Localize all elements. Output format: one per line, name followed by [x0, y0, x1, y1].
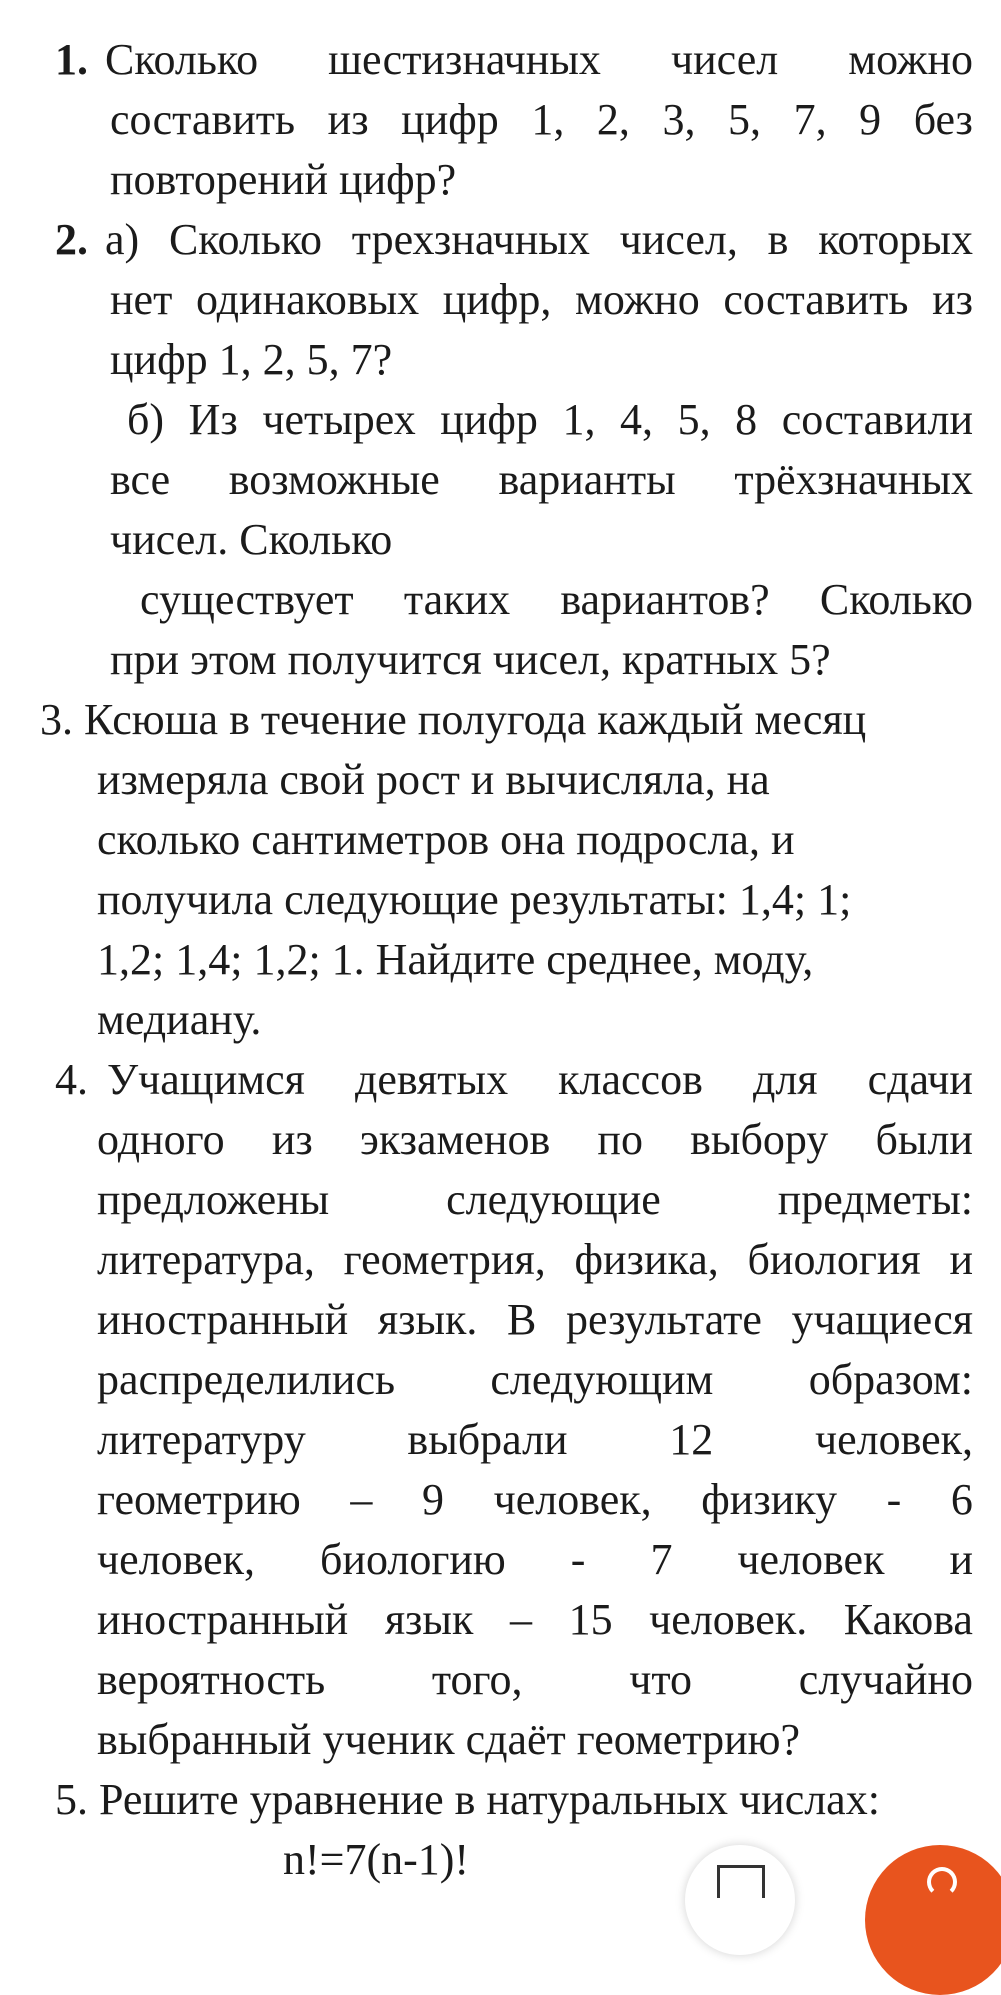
word: экзаменов	[359, 1115, 551, 1164]
word: иностранный	[97, 1595, 349, 1644]
p5-line-1-text: Решите уравнение в натуральных числах:	[99, 1775, 880, 1824]
p2b-line-1	[127, 390, 973, 450]
word: учащиеся	[791, 1295, 973, 1344]
word: из	[932, 275, 973, 324]
p4-line-3	[97, 1170, 973, 1230]
word: Сколько	[105, 35, 259, 84]
word: физику	[701, 1475, 838, 1524]
word: Из	[188, 395, 238, 444]
p4-line-7	[97, 1410, 973, 1470]
word: существует	[140, 575, 354, 624]
word: –	[350, 1475, 373, 1524]
word: одного	[97, 1115, 225, 1164]
word: можно	[575, 275, 700, 324]
word: 12	[669, 1415, 714, 1464]
word: В	[507, 1295, 537, 1344]
word: выбору	[690, 1115, 829, 1164]
p2b-line-3: чисел. Сколько	[110, 515, 393, 564]
word: 3,	[662, 95, 696, 144]
word: составить	[723, 275, 909, 324]
word: по	[597, 1115, 643, 1164]
word: возможные	[228, 455, 440, 504]
word: трехзначных	[351, 215, 590, 264]
p2-line-1	[55, 210, 973, 270]
word: Какова	[843, 1595, 973, 1644]
word: Сколько	[168, 215, 323, 264]
word: человек,	[97, 1535, 256, 1584]
word: цифр	[401, 95, 499, 144]
p3-line-4: получила следующие результаты: 1,4; 1;	[97, 875, 852, 924]
edit-button[interactable]	[685, 1845, 795, 1955]
word: цифр,	[442, 275, 552, 324]
word: составить	[110, 95, 296, 144]
word: таких	[403, 575, 511, 624]
p5-number: 5.	[55, 1775, 88, 1824]
word: человек,	[814, 1415, 973, 1464]
word: чисел,	[619, 215, 738, 264]
word: все	[110, 455, 171, 504]
word: вариантов?	[560, 575, 770, 624]
word: распределились	[97, 1355, 396, 1404]
word: выбрали	[407, 1415, 568, 1464]
word: Сколько	[819, 575, 973, 624]
word: предложены	[97, 1175, 330, 1224]
word: сдачи	[867, 1055, 973, 1104]
word: 9	[859, 95, 882, 144]
word: 8	[735, 395, 758, 444]
question-icon	[927, 1867, 957, 1897]
word: Учащимся	[107, 1055, 305, 1104]
word: литературу	[97, 1415, 306, 1464]
word: физика,	[574, 1235, 719, 1284]
word: 4,	[620, 395, 654, 444]
p4-line-12: выбранный ученик сдаёт геометрию?	[97, 1715, 801, 1764]
word: для	[752, 1055, 818, 1104]
word: предметы:	[777, 1175, 973, 1224]
word: можно	[848, 35, 973, 84]
p4-number: 4.	[55, 1055, 88, 1104]
word: одинаковых	[195, 275, 420, 324]
p3-line-1	[40, 690, 866, 750]
word: без	[913, 95, 973, 144]
p2a-line-3: цифр 1, 2, 5, 7?	[110, 335, 393, 384]
pencil-icon	[717, 1865, 765, 1898]
word: которых	[818, 215, 973, 264]
p1-number: 1.	[55, 35, 88, 84]
word: из	[271, 1115, 313, 1164]
word: геометрию	[97, 1475, 301, 1524]
word: вероятность	[97, 1655, 326, 1704]
p2-number: 2.	[55, 215, 88, 264]
word: –	[509, 1595, 532, 1644]
word: 7	[650, 1535, 673, 1584]
p4-line-4	[97, 1230, 973, 1290]
word: 6	[950, 1475, 973, 1524]
p2-line-1-text	[105, 210, 973, 270]
word: девятых	[354, 1055, 509, 1104]
word: 2,	[596, 95, 630, 144]
word: из	[327, 95, 369, 144]
word: нет	[110, 275, 173, 324]
word: -	[886, 1475, 902, 1524]
p1-line-1	[55, 30, 973, 90]
word: и	[949, 1535, 973, 1584]
p3-line-5: 1,2; 1,4; 1,2; 1. Найдите среднее, моду,	[97, 935, 814, 984]
word: следующим	[490, 1355, 714, 1404]
p1-line-2	[110, 90, 973, 150]
word: следующие	[446, 1175, 661, 1224]
word: -	[570, 1535, 586, 1584]
p4-line-11	[97, 1650, 973, 1710]
word: результате	[566, 1295, 762, 1344]
word: литература,	[97, 1235, 315, 1284]
p3-line-3: сколько сантиметров она подросла, и	[97, 815, 795, 864]
word: 15	[568, 1595, 613, 1644]
p4-line-1	[55, 1050, 973, 1110]
word: язык.	[377, 1295, 478, 1344]
word: биология	[747, 1235, 921, 1284]
word: 5,	[728, 95, 761, 144]
word: были	[875, 1115, 973, 1164]
help-button[interactable]	[865, 1845, 1001, 1995]
p2b-line-2	[110, 450, 973, 510]
word: классов	[558, 1055, 703, 1104]
p2b-line-4	[140, 570, 973, 630]
word: случайно	[798, 1655, 973, 1704]
p3-line-1-text: Ксюша в течение полугода каждый месяц	[84, 695, 867, 744]
word: б)	[127, 395, 165, 444]
word: иностранный	[97, 1295, 349, 1344]
p2b-line-5: при этом получится чисел, кратных 5?	[110, 635, 831, 684]
word: цифр	[440, 395, 538, 444]
word: варианты	[498, 455, 676, 504]
p2a-line-2	[110, 270, 973, 330]
p4-line-10	[97, 1590, 973, 1650]
word: человек	[737, 1535, 885, 1584]
word: 9	[421, 1475, 444, 1524]
p5-equation: n!=7(n-1)!	[283, 1835, 470, 1884]
word: что	[629, 1655, 693, 1704]
p4-line-6	[97, 1350, 973, 1410]
p5-line-1	[55, 1770, 880, 1830]
word: того,	[431, 1655, 523, 1704]
word: 1,	[531, 95, 565, 144]
p3-line-6: медиану.	[97, 995, 262, 1044]
word: трёхзначных	[734, 455, 973, 504]
word: составили	[781, 395, 973, 444]
p4-line-8	[97, 1470, 973, 1530]
p3-number: 3.	[40, 695, 73, 744]
word: 1,	[562, 395, 596, 444]
p4-line-2	[97, 1110, 973, 1170]
word: 7,	[793, 95, 827, 144]
p1-line-3: повторений цифр?	[110, 155, 457, 204]
word: чисел	[670, 35, 779, 84]
p4-line-1-text	[107, 1050, 973, 1110]
word: человек.	[649, 1595, 808, 1644]
p3-line-2: измеряла свой рост и вычисляла, на	[97, 755, 770, 804]
word: четырех	[262, 395, 416, 444]
word: 5,	[677, 395, 711, 444]
p4-line-5	[97, 1290, 973, 1350]
word: а)	[105, 215, 140, 264]
word: биологию	[320, 1535, 506, 1584]
word: в	[767, 215, 789, 264]
word: человек,	[493, 1475, 652, 1524]
p1-line-1-text	[105, 30, 973, 90]
word: шестизначных	[328, 35, 601, 84]
p4-line-9	[97, 1530, 973, 1590]
word: и	[949, 1235, 973, 1284]
word: геометрия,	[343, 1235, 546, 1284]
word: образом:	[808, 1355, 973, 1404]
word: язык	[384, 1595, 474, 1644]
